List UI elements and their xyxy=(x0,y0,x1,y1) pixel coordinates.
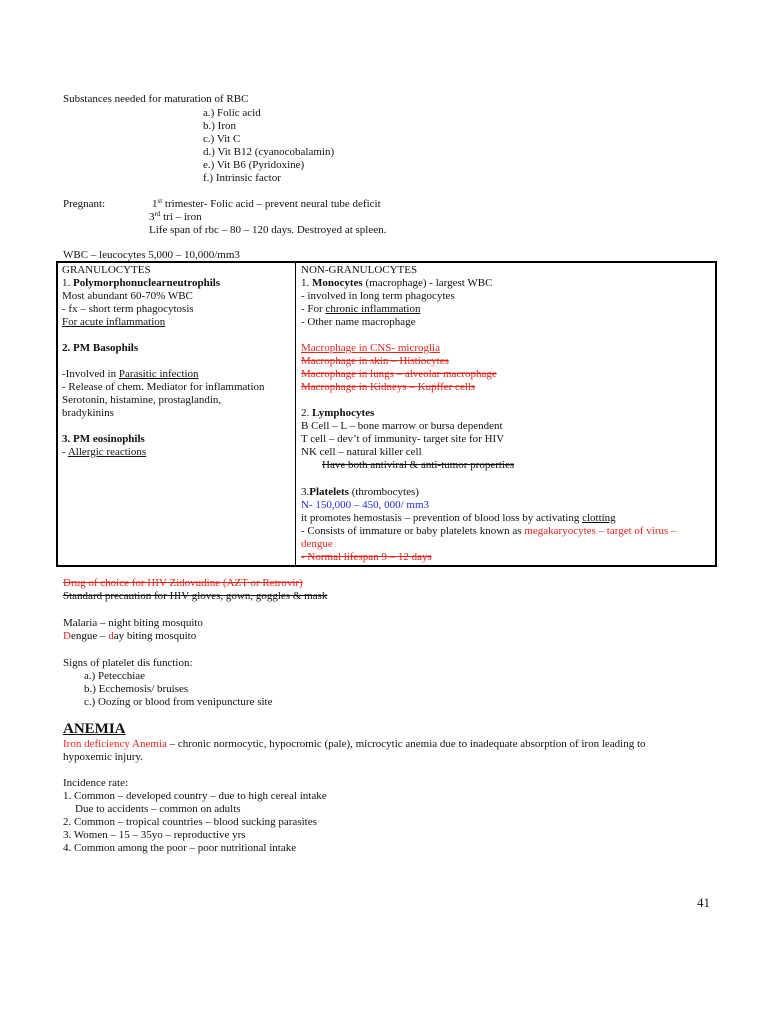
dengue-d2-red: d xyxy=(108,630,114,642)
basophils-line: Serotonin, histamine, prostaglandin, xyxy=(62,394,222,406)
wbc-heading: WBC – leucocytes 5,000 – 10,000/mm3 xyxy=(63,249,240,261)
pregnant-label: Pregnant: xyxy=(63,198,106,210)
platelets-line xyxy=(301,512,616,525)
neutrophils-num: 1. xyxy=(62,277,73,289)
platelets-line-red: megakaryocytes – target of virus – xyxy=(524,525,677,537)
macrophage-line: Macrophage in CNS- microglia xyxy=(301,342,440,354)
macrophage-line: Macrophage in Kidneys – Kupffer cells xyxy=(301,381,476,393)
platelets-line: - Normal lifespan 9 – 12 days xyxy=(301,551,432,563)
platelets-line-pre: - Consists of immature or baby platelets known as xyxy=(301,525,525,537)
eosinophils-line xyxy=(62,446,146,459)
platelets-line xyxy=(301,525,677,538)
platelets-title xyxy=(301,486,419,499)
basophils-title: 2. PM Basophils xyxy=(62,342,139,354)
eosinophils-title: 3. PM eosinophils xyxy=(62,433,145,445)
iron-deficiency-description: – chronic normocytic, hypocromic (pale), microcytic anemia due to inadequate absorption of iron leading to xyxy=(166,738,646,750)
incidence-item: 2. Common – tropical countries – blood sucking parasites xyxy=(63,816,317,828)
eosinophils-line-underlined: Allergic reactions xyxy=(67,446,147,458)
rbc-item: c.) Vit C xyxy=(203,133,241,145)
platelets-line: N- 150,000 – 450, 000/ mm3 xyxy=(301,499,430,511)
incidence-item: 1. Common – developed country – due to high cereal intake xyxy=(63,790,327,802)
rbc-item: d.) Vit B12 (cyanocobalamin) xyxy=(203,146,335,158)
neutrophils-line: - fx – short term phagocytosis xyxy=(62,303,194,315)
incidence-item: Due to accidents – common on adults xyxy=(75,803,241,815)
anemia-heading: ANEMIA xyxy=(63,721,126,737)
malaria-line: Malaria – night biting mosquito xyxy=(63,617,203,629)
lymphocytes-name: Lymphocytes xyxy=(312,407,375,419)
monocytes-line: - involved in long term phagocytes xyxy=(301,290,455,302)
platelet-signs-heading: Signs of platelet dis function: xyxy=(63,657,193,669)
macrophage-line: Macrophage in skin – Histiocytes xyxy=(301,355,449,367)
monocytes-title xyxy=(301,277,492,290)
iron-deficiency-term: Iron deficiency Anemia xyxy=(63,738,167,750)
lymphocytes-line: T cell – dev’t of immunity- target site for HIV xyxy=(301,433,505,445)
pregnant-line-2-sup: rd xyxy=(154,210,161,218)
page-number: 41 xyxy=(697,895,710,910)
iron-deficiency-line xyxy=(63,738,646,751)
monocytes-line-pre: - For xyxy=(301,303,326,315)
pregnant-line-2 xyxy=(149,211,202,224)
lymphocytes-line: B Cell – L – bone marrow or bursa dependent xyxy=(301,420,503,432)
neutrophils-name: Polymorphonuclearneutrophils xyxy=(73,277,221,289)
basophils-line xyxy=(62,368,199,381)
basophils-line: - Release of chem. Mediator for inflammation xyxy=(62,381,265,393)
incidence-heading: Incidence rate: xyxy=(63,777,129,789)
basophils-line-pre: -Involved in xyxy=(62,368,119,380)
dengue-rest-2: ay biting mosquito xyxy=(113,630,197,642)
non-granulocytes-title: NON-GRANULOCYTES xyxy=(301,264,418,276)
platelet-sign-item: b.) Ecchemosis/ bruises xyxy=(84,683,189,695)
pregnant-line-1-sup: st xyxy=(157,197,163,205)
platelets-num: 3. xyxy=(301,486,310,498)
dengue-d-red: D xyxy=(63,630,71,642)
platelets-rest: (thrombocytes) xyxy=(348,486,419,498)
hiv-precaution-line: Standard precaution for HIV gloves, gown, goggles & mask xyxy=(63,590,328,602)
pregnant-line-3: Life span of rbc – 80 – 120 days. Destroyed at spleen. xyxy=(149,224,387,236)
neutrophils-line: For acute inflammation xyxy=(62,316,166,328)
platelet-sign-item: c.) Oozing or blood from venipuncture site xyxy=(84,696,273,708)
lymphocytes-num: 2. xyxy=(301,407,312,419)
monocytes-name: Monocytes xyxy=(312,277,363,289)
monocytes-line-underlined: chronic inflammation xyxy=(325,303,421,315)
eosinophils-line-pre: - xyxy=(62,446,68,458)
incidence-item: 3. Women – 15 – 35yo – reproductive yrs xyxy=(63,829,246,841)
rbc-item: b.) Iron xyxy=(203,120,236,132)
basophils-line: bradykinins xyxy=(62,407,114,419)
dengue-line xyxy=(63,630,196,643)
table-column-divider xyxy=(295,262,296,566)
rbc-item: a.) Folic acid xyxy=(203,107,261,119)
neutrophils-line: Most abundant 60-70% WBC xyxy=(62,290,193,302)
macrophage-line: Macrophage in lungs – alveolar macrophage xyxy=(301,368,497,380)
platelets-line-pre: it promotes hemostasis – prevention of blood loss by activating xyxy=(301,512,583,524)
monocytes-num: 1. xyxy=(301,277,312,289)
lymphocytes-line: Have both antiviral & anti-tumor properties xyxy=(322,459,515,471)
platelets-line-underlined: clotting xyxy=(582,512,616,524)
granulocytes-title: GRANULOCYTES xyxy=(62,264,151,276)
rbc-item: e.) Vit B6 (Pyridoxine) xyxy=(203,159,305,171)
lymphocytes-title xyxy=(301,407,374,420)
platelet-sign-item: a.) Petecchiae xyxy=(84,670,146,682)
incidence-item: 4. Common among the poor – poor nutritional intake xyxy=(63,842,297,854)
neutrophils-title xyxy=(62,277,220,290)
monocytes-rest: (macrophage) - largest WBC xyxy=(362,277,493,289)
pregnant-line-2-num: 3 xyxy=(149,211,155,223)
iron-deficiency-line-2: hypoxemic injury. xyxy=(63,751,143,763)
rbc-item: f.) Intrinsic factor xyxy=(203,172,281,184)
hiv-drug-line: Drug of choice for HIV Zidovudine (AZT or Retrovir) xyxy=(63,577,303,589)
pregnant-line-2-rest: tri – iron xyxy=(160,211,202,223)
dengue-rest-1: engue – xyxy=(70,630,109,642)
rbc-heading: Substances needed for maturation of RBC xyxy=(63,93,249,105)
platelets-name: Platelets xyxy=(309,486,349,498)
pregnant-line-1-num: 1 xyxy=(152,198,158,210)
pregnant-line-1 xyxy=(152,198,381,211)
lymphocytes-line: NK cell – natural killer cell xyxy=(301,446,422,458)
monocytes-line xyxy=(301,303,420,316)
pregnant-line-1-rest: trimester- Folic acid – prevent neural tube deficit xyxy=(162,198,381,210)
basophils-line-underlined: Parasitic infection xyxy=(118,368,199,380)
platelets-line: dengue xyxy=(301,538,333,550)
monocytes-line: - Other name macrophage xyxy=(301,316,416,328)
